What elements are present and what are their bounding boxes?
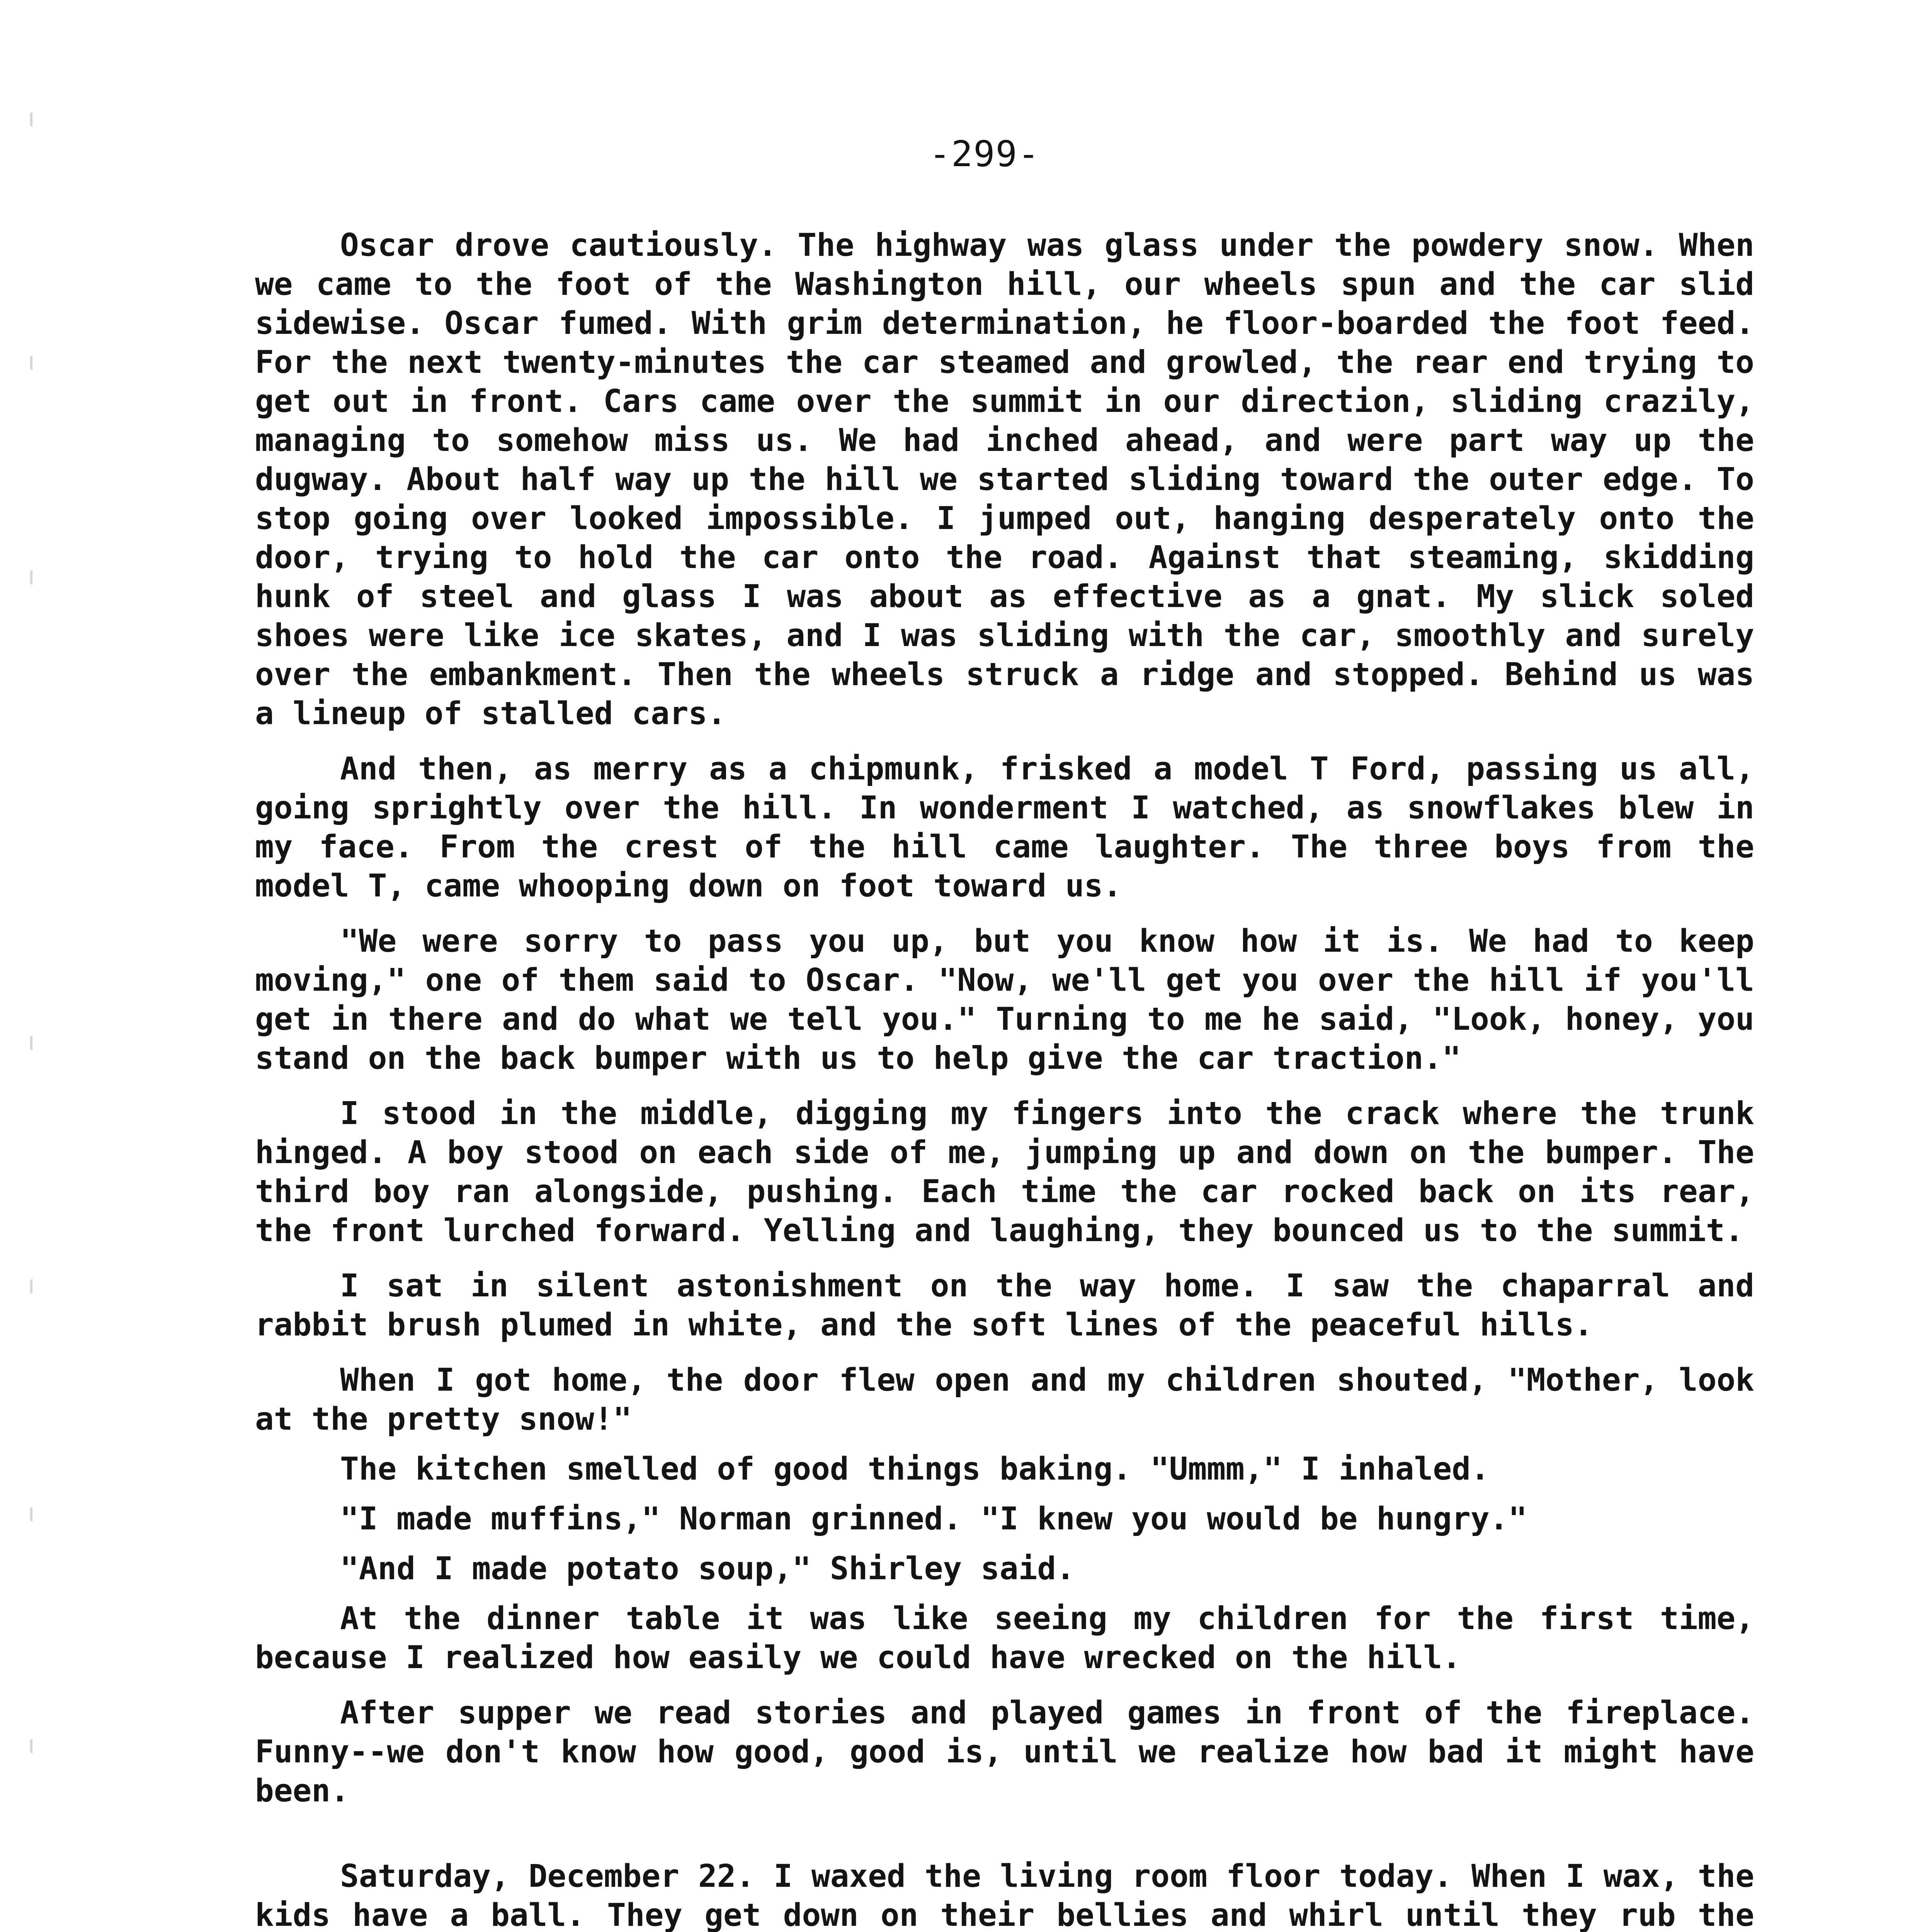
paragraph: When I got home, the door flew open and my children shouted, "Mother, look at the pretty snow!" — [255, 1362, 1754, 1437]
binding-mark — [30, 112, 36, 127]
paragraph: "And I made potato soup," Shirley said. — [340, 1551, 1075, 1587]
paragraph: "We were sorry to pass you up, but you know how it is. We had to keep moving," one of them said to Oscar. "Now, we'll get you over the hill if you'll get in there and do what we tell you." Turning to me he said, "Look, honey, you stand on the back bumper with us to help give the car traction." — [255, 923, 1754, 1077]
paragraph: I sat in silent astonishment on the way home. I saw the chaparral and rabbit brush plumed in white, and the soft lines of the peaceful hills. — [255, 1268, 1754, 1343]
paragraph: Oscar drove cautiously. The highway was glass under the powdery snow. When we came to the foot of the Washington hill, our wheels spun and the car slid sidewise. Oscar fumed. With grim determination, he floor-boarded the foot feed. For the next twenty-minutes the car steamed and growled, the rear end trying to get out in front. Cars came over the summit in our direction, sliding crazily, managing to somehow miss us. We had inched ahead, and were part way up the dugway. About half way up the hill we started sliding toward the outer edge. To stop going over looked impossible. I jumped out, hanging desperately onto the door, trying to hold the car onto the road. Against that steaming, skidding hunk of steel and glass I was about as effective as a gnat. My slick soled shoes were like ice skates, and I was sliding with the car, smoothly and surely over the embankment. Then the wheels struck a ridge and stopped. Behind us was a lineup of stalled cars. — [255, 227, 1754, 732]
paragraph: I stood in the middle, digging my fingers into the crack where the trunk hinged. A boy stood on each side of me, jumping up and down on the bumper. The third boy ran alongside, pushing. Each time the car rocked back on its rear, the front lurched forward. Yelling and laughing, they bounced us to the summit. — [255, 1095, 1754, 1249]
paragraph: Saturday, December 22. I waxed the living room floor today. When I wax, the kids have a ball. They get down on their bellies and whirl until they rub the — [255, 1858, 1754, 1932]
paragraph: And then, as merry as a chipmunk, frisked a model T Ford, passing us all, going sprightly over the hill. In wonderment I watched, as snowflakes blew in my face. From the crest of the hill came laughter. The three boys from the model T, came whooping down on foot toward us. — [255, 751, 1754, 904]
paragraph: The kitchen smelled of good things baking. "Ummm," I inhaled. — [340, 1451, 1490, 1487]
binding-mark — [30, 570, 36, 585]
paragraph: "I made muffins," Norman grinned. "I knew you would be hungry." — [340, 1501, 1527, 1537]
paragraph: At the dinner table it was like seeing my children for the first time, because I realized how easily we could have wrecked on the hill. — [255, 1600, 1754, 1676]
binding-mark — [30, 1507, 36, 1522]
binding-mark — [30, 1279, 36, 1294]
binding-mark — [30, 355, 36, 370]
binding-mark — [30, 1036, 36, 1050]
paragraph: After supper we read stories and played games in front of the fireplace. Funny--we don't know how good, good is, until we realize how bad it might have been. — [255, 1695, 1754, 1809]
page-number: -299- — [929, 133, 1040, 175]
body-text — [255, 226, 1754, 1932]
binding-mark — [30, 1739, 36, 1753]
